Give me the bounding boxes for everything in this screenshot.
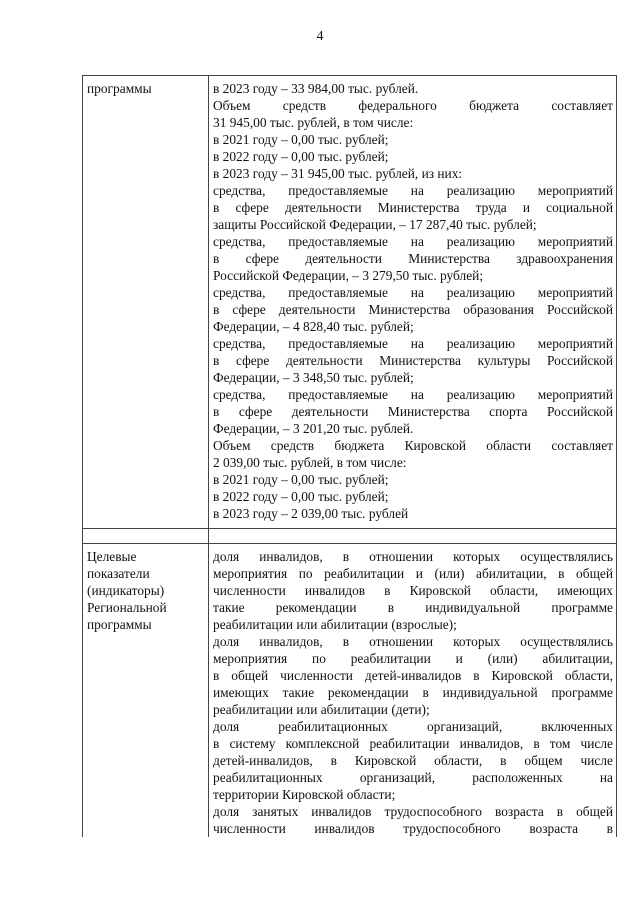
row-content-cell xyxy=(209,544,617,838)
row-label-line: программы xyxy=(87,617,152,632)
text-line: в 2023 году – 2 039,00 тыс. рублей xyxy=(213,506,409,521)
text-line: в сфере деятельности Министерства труда и социальной xyxy=(213,200,613,215)
text-line: мероприятия по реабилитации и (или) абилитации, xyxy=(213,651,613,666)
text-line: средства, предоставляемые на реализацию мероприятий xyxy=(213,285,613,300)
text-line: защиты Российской Федерации, – 17 287,40 тыс. рублей; xyxy=(213,217,537,232)
text-line: доля реабилитационных организаций, включенных xyxy=(213,719,613,734)
row-content-cell xyxy=(209,76,617,529)
row-label-line: Региональной xyxy=(87,600,167,615)
text-line: в 2023 году – 31 945,00 тыс. рублей, из них: xyxy=(213,166,463,181)
text-line: в систему комплексной реабилитации инвалидов, в том числе xyxy=(213,736,613,751)
text-line: территории Кировской области; xyxy=(213,787,396,802)
text-line: в сфере деятельности Министерства культуры Российской xyxy=(213,353,613,368)
text-line: Объем средств бюджета Кировской области составляет xyxy=(213,438,613,453)
spacer-cell xyxy=(83,529,209,544)
text-line: в сфере деятельности Министерства образования Российской xyxy=(213,302,613,317)
text-line: реабилитации или абилитации (взрослые); xyxy=(213,617,457,632)
text-line: реабилитационных организаций, расположенных на xyxy=(213,770,613,785)
text-line: в общей численности детей-инвалидов в Кировской области, xyxy=(213,668,613,683)
text-line: доля инвалидов, в отношении которых осуществлялись xyxy=(213,634,613,649)
text-line: реабилитации или абилитации (дети); xyxy=(213,702,430,717)
text-line: численности инвалидов трудоспособного возраста в xyxy=(213,821,613,836)
text-line: Российской Федерации, – 3 279,50 тыс. рублей; xyxy=(213,268,484,283)
text-line: детей-инвалидов, в Кировской области, в общем числе xyxy=(213,753,613,768)
text-line: в сфере деятельности Министерства здравоохранения xyxy=(213,251,613,266)
text-line: доля занятых инвалидов трудоспособного возраста в общей xyxy=(213,804,613,819)
text-line: доля инвалидов, в отношении которых осуществлялись xyxy=(213,549,613,564)
text-line: средства, предоставляемые на реализацию мероприятий xyxy=(213,183,613,198)
row-label-line: Целевые xyxy=(87,549,137,564)
page-number: 4 xyxy=(316,29,324,44)
table-row-spacer xyxy=(83,529,617,544)
row-label-line: показатели xyxy=(87,566,150,581)
text-line: Федерации, – 4 828,40 тыс. рублей; xyxy=(213,319,414,334)
text-line: в 2022 году – 0,00 тыс. рублей; xyxy=(213,489,389,504)
text-line: в 2021 году – 0,00 тыс. рублей; xyxy=(213,472,389,487)
text-line: мероприятия по реабилитации и (или) абилитации, в общей xyxy=(213,566,613,581)
text-line: в сфере деятельности Министерства спорта Российской xyxy=(213,404,613,419)
row-label-cell xyxy=(83,544,209,838)
text-line: в 2022 году – 0,00 тыс. рублей; xyxy=(213,149,389,164)
text-line: в 2021 году – 0,00 тыс. рублей; xyxy=(213,132,389,147)
row-label-line: (индикаторы) xyxy=(87,583,165,598)
row-label: программы xyxy=(87,81,152,96)
table-row-financing xyxy=(83,76,617,529)
text-line: Федерации, – 3 348,50 тыс. рублей; xyxy=(213,370,414,385)
spacer-cell xyxy=(209,529,617,544)
table-row-indicators xyxy=(83,544,617,838)
text-line: численности инвалидов в Кировской области, имеющих xyxy=(213,583,613,598)
text-line: такие рекомендации в индивидуальной программе xyxy=(213,600,613,615)
text-line: Объем средств федерального бюджета составляет xyxy=(213,98,613,113)
text-line: в 2023 году – 33 984,00 тыс. рублей. xyxy=(213,81,419,96)
text-line: средства, предоставляемые на реализацию мероприятий xyxy=(213,234,613,249)
program-passport-table xyxy=(82,75,617,837)
text-line: 31 945,00 тыс. рублей, в том числе: xyxy=(213,115,414,130)
text-line: имеющих такие рекомендации в индивидуальной программе xyxy=(213,685,613,700)
row-label-cell xyxy=(83,76,209,529)
text-line: Федерации, – 3 201,20 тыс. рублей. xyxy=(213,421,414,436)
text-line: 2 039,00 тыс. рублей, в том числе: xyxy=(213,455,407,470)
text-line: средства, предоставляемые на реализацию мероприятий xyxy=(213,336,613,351)
text-line: средства, предоставляемые на реализацию мероприятий xyxy=(213,387,613,402)
